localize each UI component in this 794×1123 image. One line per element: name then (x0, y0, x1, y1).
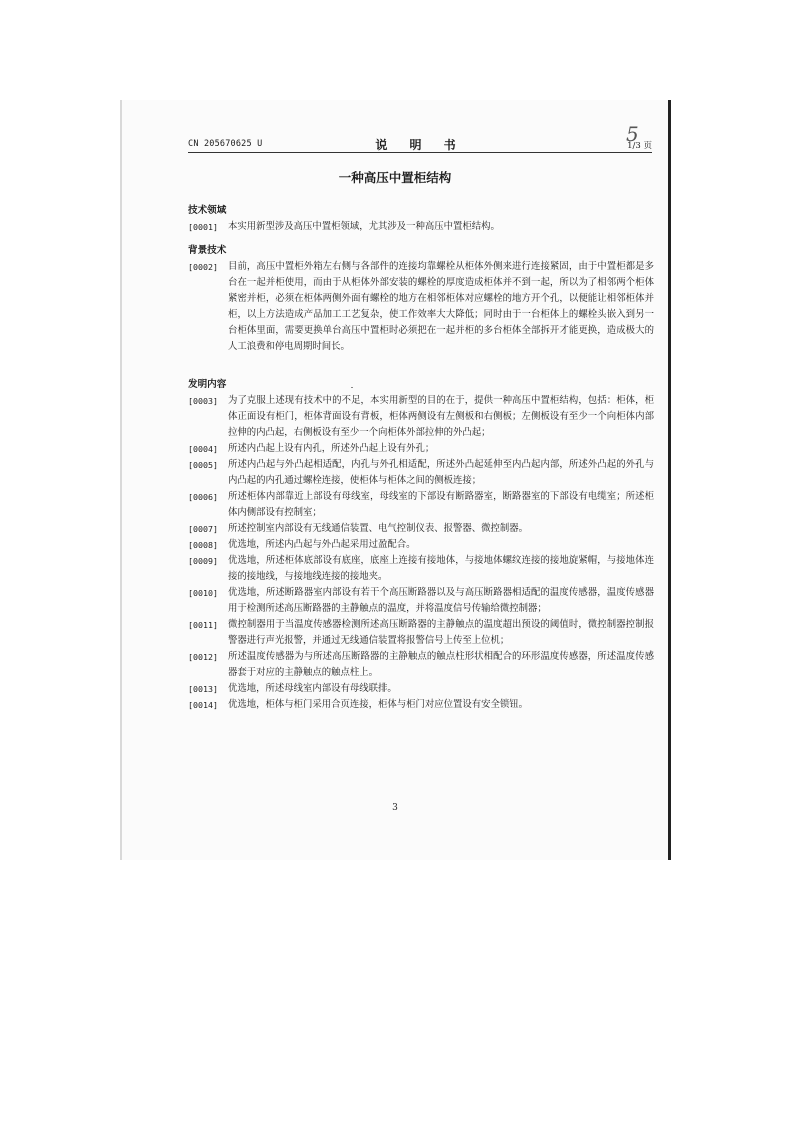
paragraph-text: 所述控制室内部设有无线通信装置、电气控制仪表、报警器、微控制器。 (228, 523, 529, 534)
paragraph (188, 649, 654, 681)
paragraph (188, 521, 654, 537)
paragraph-number: [0009] (188, 556, 218, 566)
paragraph (188, 681, 654, 697)
section-heading: 背景技术 (188, 245, 227, 256)
paragraph (188, 457, 654, 489)
paragraph-text: 优选地，所述内凸起与外凸起采用过盈配合。 (228, 539, 416, 550)
paragraph-number: [0014] (188, 700, 218, 710)
paragraph-text: 所述内凸起与外凸起相适配，内孔与外孔相适配，所述外凸起延伸至内凸起内部，所述外凸起的外孔与内凸起的内孔通过螺栓连接，使柜体与柜体之间的侧板连接； (228, 459, 654, 486)
paragraph-text: 本实用新型涉及高压中置柜领域，尤其涉及一种高压中置柜结构。 (228, 221, 500, 232)
paragraph (188, 259, 654, 355)
header-divider (188, 152, 652, 153)
paragraph (188, 697, 654, 713)
paragraph-number: [0001] (188, 222, 218, 232)
page-header (188, 136, 652, 156)
paragraph-text: 所述柜体内部靠近上部设有母线室，母线室的下部设有断路器室，断路器室的下部设有电缆室；所述柜体内侧部设有控制室； (228, 491, 654, 518)
paragraph-text: 所述内凸起上设有内孔，所述外凸起上设有外孔； (228, 443, 435, 454)
section-heading: 发明内容 (188, 379, 227, 390)
section-background (188, 243, 654, 355)
paragraph-number: [0007] (188, 524, 218, 534)
paragraph-number: [0005] (188, 460, 218, 470)
paragraph (188, 617, 654, 649)
page-info: 1/3 页 (627, 141, 652, 151)
paragraph-text: 优选地，柜体与柜门采用合页连接，柜体与柜门对应位置设有安全锁钮。 (228, 699, 529, 710)
section-technical-field (188, 203, 654, 235)
paragraph-text: 所述温度传感器为与所述高压断路器的主静触点的触点柱形状相配合的环形温度传感器，所述温度传感器套于对应的主静触点的触点柱上。 (228, 651, 654, 678)
document-page (122, 100, 668, 860)
patent-number: CN 205670625 U (188, 139, 263, 149)
paragraph-number: [0011] (188, 620, 218, 630)
paragraph-text: 优选地，所述母线室内部设有母线联排。 (228, 683, 397, 694)
paragraph (188, 393, 654, 441)
paragraph (188, 489, 654, 521)
paragraph-text: 优选地，所述断路器室内部设有若干个高压断路器以及与高压断路器相适配的温度传感器，温度传感器用于检测所述高压断路器的主静触点的温度，并将温度信号传输给微控制器； (228, 587, 654, 614)
paragraph-number: [0006] (188, 492, 218, 502)
document-title: 一种高压中置柜结构 (338, 170, 452, 185)
handwritten-note: 5 (626, 122, 639, 146)
paragraph (188, 441, 654, 457)
paragraph-number: [0012] (188, 652, 218, 662)
page-number: 3 (392, 803, 398, 813)
paragraph-number: [0002] (188, 262, 218, 272)
paragraph-number: [0008] (188, 540, 218, 550)
paragraph (188, 537, 654, 553)
paragraph-text: 目前，高压中置柜外箱左右侧与各部件的连接均靠螺栓从柜体外侧来进行连接紧固，由于中置柜都是多台在一起并柜使用，而由于从柜体外部安装的螺栓的厚度造成柜体并不到一起，所以为了相邻两个柜体紧密并柜，必须在柜体两侧外面有螺栓的地方在相邻柜体对应螺栓的地方开个孔，以便能让相邻柜体并柜，以上方法造成产品加工工艺复杂，使工作效率大大降低；同时由于一台柜体上的螺栓头嵌入到另一台柜体里面，需要更换单台高压中置柜时必须把在一起并柜的多台柜体全部拆开才能更换，造成极大的人工浪费和停电周期时间长。 (228, 261, 654, 352)
paragraph-number: [0004] (188, 444, 218, 454)
paragraph-text: 为了克服上述现有技术中的不足，本实用新型的目的在于，提供一种高压中置柜结构，包括：柜体，柜体正面设有柜门，柜体背面设有背板，柜体两侧设有左侧板和右侧板；左侧板设有至少一个向柜体内部拉伸的内凸起，右侧板设有至少一个向柜体外部拉伸的外凸起； (228, 395, 654, 438)
section-summary (188, 377, 654, 713)
scan-edge-right (668, 100, 671, 860)
paragraph-number: [0003] (188, 396, 218, 406)
document-body (188, 203, 654, 721)
document-type: 说 明 书 (375, 138, 465, 152)
paragraph-text: 微控制器用于当温度传感器检测所述高压断路器的主静触点的温度超出预设的阈值时，微控制器控制报警器进行声光报警，并通过无线通信装置将报警信号上传至上位机； (228, 619, 654, 646)
paragraph (188, 553, 654, 585)
paragraph-number: [0010] (188, 588, 218, 598)
section-heading: 技术领域 (188, 205, 227, 216)
paragraph-text: 优选地，所述柜体底部设有底座，底座上连接有接地体，与接地体螺纹连接的接地旋紧帽，与接地体连接的接地线，与接地线连接的接地夹。 (228, 555, 654, 582)
paragraph-number: [0013] (188, 684, 218, 694)
paragraph (188, 585, 654, 617)
paragraph (188, 219, 654, 235)
